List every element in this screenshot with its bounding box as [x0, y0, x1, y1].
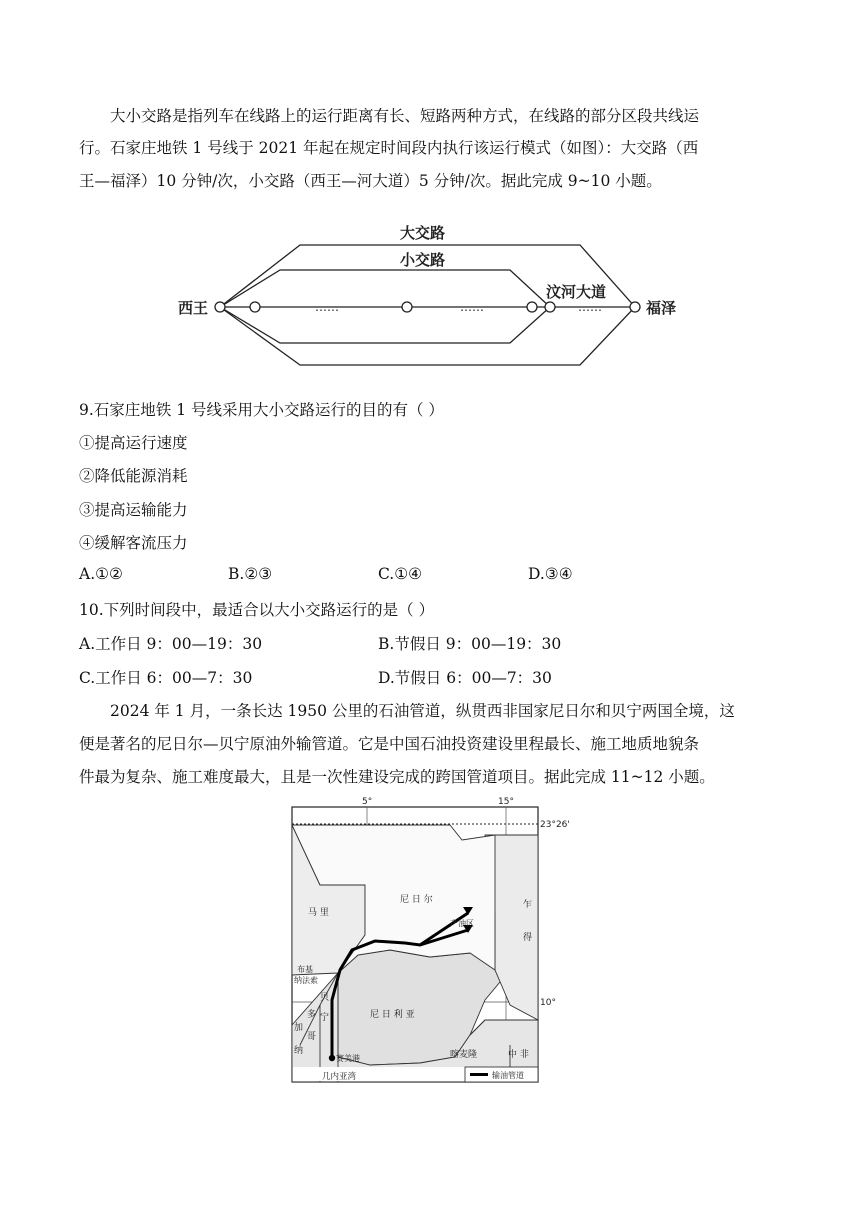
port-marker	[329, 1055, 335, 1061]
q10-option-c[interactable]: C.工作日 6：00—7：30	[79, 669, 253, 687]
passage1-line3: 王—福泽）10 分钟/次，小交路（西王—河大道）5 分钟/次。据此完成 9~10 小题。	[79, 172, 662, 190]
big-route-label: 大交路	[400, 224, 446, 242]
lat-10-label: 10°	[540, 998, 556, 1008]
niger-label: 尼 日 尔	[400, 895, 433, 905]
burkina-label-2: 纳法索	[294, 976, 318, 985]
passage2-line2: 便是著名的尼日尔—贝宁原油外输管道。它是中国石油投资建设里程最长、施工地质地貌条	[79, 735, 700, 753]
passage2-line1: 2024 年 1 月，一条长达 1950 公里的石油管道，纵贯西非国家尼日尔和贝宁两国全境，这	[110, 702, 735, 720]
q9-option-d[interactable]: D.③④	[528, 565, 573, 583]
legend-label: 输油管道	[492, 1071, 524, 1080]
q10-option-a[interactable]: A.工作日 9：00—19：30	[79, 635, 263, 653]
cameroon-label: 喀麦隆	[450, 1050, 478, 1060]
station-3	[402, 302, 412, 312]
station-2	[250, 302, 260, 312]
q9-item-2: ②降低能源消耗	[79, 467, 188, 485]
mali-label: 马 里	[308, 908, 329, 918]
q9-option-c[interactable]: C.①④	[378, 565, 423, 583]
q9-stem: 9.石家庄地铁 1 号线采用大小交路运行的目的有（ ）	[79, 401, 444, 419]
q9-item-4: ④缓解客流压力	[79, 534, 188, 552]
lon-5-label: 5°	[362, 797, 373, 807]
station-4	[527, 302, 537, 312]
dots-2: ……	[460, 300, 484, 314]
dots-3: ……	[578, 300, 602, 314]
small-route-label: 小交路	[400, 251, 446, 269]
passage2-line3: 件最为复杂、施工难度最大，且是一次性建设完成的跨国管道项目。据此完成 11~12 小题。	[79, 768, 715, 786]
tropic-label: 23°26'	[540, 820, 570, 830]
benin-label-2: 宁	[320, 1013, 330, 1023]
q9-option-a[interactable]: A.①②	[79, 565, 123, 583]
q10-option-b[interactable]: B.节假日 9：00—19：30	[378, 635, 562, 653]
q9-option-b[interactable]: B.②③	[228, 565, 273, 583]
mid-station-label: 汶河大道	[546, 283, 607, 301]
right-station-label: 福泽	[646, 299, 677, 317]
q10-option-d[interactable]: D.节假日 6：00—7：30	[378, 669, 552, 687]
left-station-label: 西王	[178, 299, 209, 317]
burkina-label-1: 布基	[297, 965, 313, 974]
q10-stem: 10.下列时间段中，最适合以大小交路运行的是（ ）	[79, 601, 435, 619]
nigeria-label: 尼 日 利 亚	[370, 1010, 415, 1020]
chad-label-1: 乍	[523, 900, 533, 910]
togo-label-1: 多	[307, 1010, 317, 1020]
chad-label-2: 得	[523, 933, 533, 943]
port-label: 赛美港	[336, 1054, 360, 1063]
ghana-label-2: 纳	[294, 1046, 304, 1056]
oilfield-label: 产油区	[450, 919, 474, 928]
dots-1: ……	[315, 300, 339, 314]
lon-15-label: 15°	[498, 797, 514, 807]
benin-label-1: 贝	[320, 993, 330, 1003]
togo-label-2: 哥	[307, 1032, 317, 1042]
route-diagram	[170, 215, 690, 375]
pipeline-map	[280, 795, 580, 1090]
station-wenhe	[545, 302, 555, 312]
passage1-line2: 行。石家庄地铁 1 号线于 2021 年起在规定时间段内执行该运行模式（如图）：大交路（西	[79, 139, 699, 157]
car-label: 中 非	[508, 1050, 529, 1060]
q9-item-3: ③提高运输能力	[79, 501, 188, 519]
passage1-line1: 大小交路是指列车在线路上的运行距离有长、短路两种方式，在线路的部分区段共线运	[110, 107, 700, 125]
gulf-water	[293, 1067, 468, 1081]
ghana-label-1: 加	[294, 1023, 304, 1033]
gulf-label: 几内亚湾	[322, 1072, 357, 1082]
station-fuze	[630, 302, 640, 312]
station-xiwang	[215, 302, 225, 312]
q9-item-1: ①提高运行速度	[79, 434, 188, 452]
